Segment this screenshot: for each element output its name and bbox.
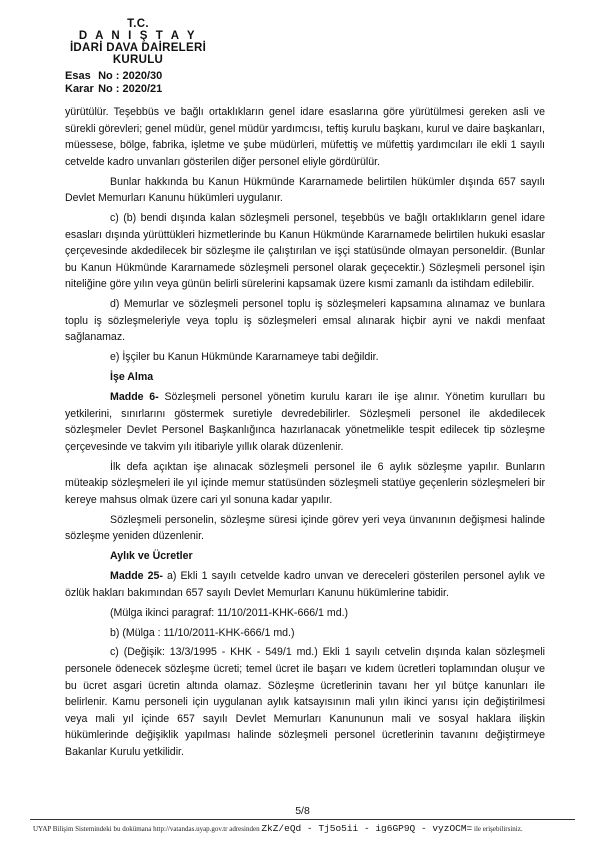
header-board: KURULU [112,54,164,66]
header-chamber: İDARİ DAVA DAİRELERİ [69,42,207,54]
paragraph: Bunlar hakkında bu Kanun Hükmünde Kararnamede belirtilen hükümler dışında 657 sayılı Devlet Memurları Kanunu hükümleri uygulanır. [65,175,545,205]
header-country: T.C. [127,18,149,30]
esas-label: Esas [65,70,91,82]
section-heading: İşe Alma [110,371,154,384]
esas-number: No : 2020/30 [98,70,163,82]
paragraph: yürütülür. Teşebbüs ve bağlı ortaklıkların genel idare esaslarına göre yürütülmesi gereken asli ve sürekli görevleri; genel müdür, genel müdür yardımcısı, teftiş kurulu başkanı, kurul ve daire başkanları, müessese, bölge, fabrika, işletme ve şube müdürleri, müfettiş ve müfettiş yardımcıları ile ekli 1 sayılı cetvelde kadro unvanları gösterilen diğer personel eliyle gördürülür. [65,106,545,168]
karar-row [65,83,162,95]
article-number: Madde 6- [110,391,159,404]
paragraph: (Mülga ikinci paragraf: 11/10/2011-KHK-666/1 md.) [110,606,349,619]
header-court: D A N I Ş T A Y [78,30,198,42]
paragraph: e) İşçiler bu Kanun Hükmünde Kararnameye tabi değildir. [110,351,379,364]
article-text: a) Ekli 1 sayılı cetvelde kadro unvan ve dereceleri gösterilen personel aylık ve özlük hakları bakımından 657 sayılı Devlet Memurları Kanunu hükümlerine tabidir. [65,570,545,599]
paragraph: Sözleşmeli personelin, sözleşme süresi içinde görev yeri veya ünvanının değişmesi halinde sözleşme yeniden düzenlenir. [65,513,545,543]
page-number: 5/8 [295,805,310,817]
paragraph: d) Memurlar ve sözleşmeli personel toplu iş sözleşmeleri kapsamına alınamaz ve bunlara toplu iş sözleşmeleriyle veya toplu iş sözleşmeleri emsal alınarak hiçbir ayni ve nakdi menfaat sağlanamaz. [65,298,545,344]
footer-text-end: ile erişebilirsiniz. [472,825,523,833]
paragraph [65,568,545,601]
karar-label: Karar [65,83,94,95]
paragraph: İlk defa açıktan işe alınacak sözleşmeli personel ile 6 aylık sözleşme yapılır. Bunların müteakip sözleşmeleri ile yıl içinde memur statüsünden sözleşmeli statüye geçenlerin sözleşmeleri bir kereye mahsus olmak üzere cari yıl sonuna kadar yapılır. [65,460,545,506]
esas-row [65,70,162,82]
footer-text: UYAP Bilişim Sistemindeki bu dokümana http://vatandas.uyap.gov.tr adresinden [33,825,262,833]
paragraph: c) (Değişik: 13/3/1995 - KHK - 549/1 md.) Ekli 1 sayılı cetvelin dışında kalan sözleşmeli personele ödenecek sözleşme ücreti; temel ücret ile başarı ve kıdem ücretleri toplamından oluşur ve bu ücret asgari ücretin altında olamaz. Sözleşme ücretlerinin tavanı her yıl bütçe kanunları ile belirlenir. Kamu personeli için uygulanan aylık katsayısının mali yılın ikinci yarısı için değiştirilmesi veya mali yıl içinde 657 sayılı Devlet Memurları Kanununun mali ve sosyal haklara ilişkin hükümlerinde değişiklik yapılması halinde sözleşmeli personel ücretlerinin tavanını değiştirmeye Bakanlar Kurulu yetkilidir. [65,646,545,758]
verification-code: ZkZ/eQd - Tj5o5ii - ig6GP9Q - vyzOCM= [261,823,473,834]
paragraph [65,389,545,455]
karar-number: No : 2020/21 [98,83,163,95]
paragraph: b) (Mülga : 11/10/2011-KHK-666/1 md.) [110,626,295,639]
section-heading: Aylık ve Ücretler [110,550,193,563]
article-number: Madde 25- [110,570,163,583]
document-body [65,104,545,760]
footer-divider [30,819,575,820]
article-text: Sözleşmeli personel yönetim kurulu kararı ile işe alınır. Yönetim kurulları bu yetkilerini, sınırlarını göstermek suretiyle devredebilirler. Sözleşmeli personel ile akdedilecek sözleşmeler Devlet Personel Başkanlığınca hazırlanacak yönetmelikle tespit edilecek tip sözleşme çerçevesinde ve takvim yılı itibariyle yıllık olarak düzenlenir. [65,391,545,453]
paragraph: c) (b) bendi dışında kalan sözleşmeli personel, teşebbüs ve bağlı ortaklıkların genel idare esasları dışında yürüttükleri hizmetlerinde bu Kanun Hükmünde Kararnamede belirtilen hukuki esaslar çerçevesinde akdedilecek bir sözleşme ile çalıştırılan ve işçi statüsünde olmayan personeldir. (Bunlar bu Kanun Hükmünde Kararnamede sözleşmeli personel olarak geçecektir.) Sözleşmeli personel işin niteliğine göre yılın veya günün belirli sürelerini kapsamak üzere kısmi zamanlı da istihdam edilebilir. [65,212,545,291]
footer-note [33,823,578,834]
